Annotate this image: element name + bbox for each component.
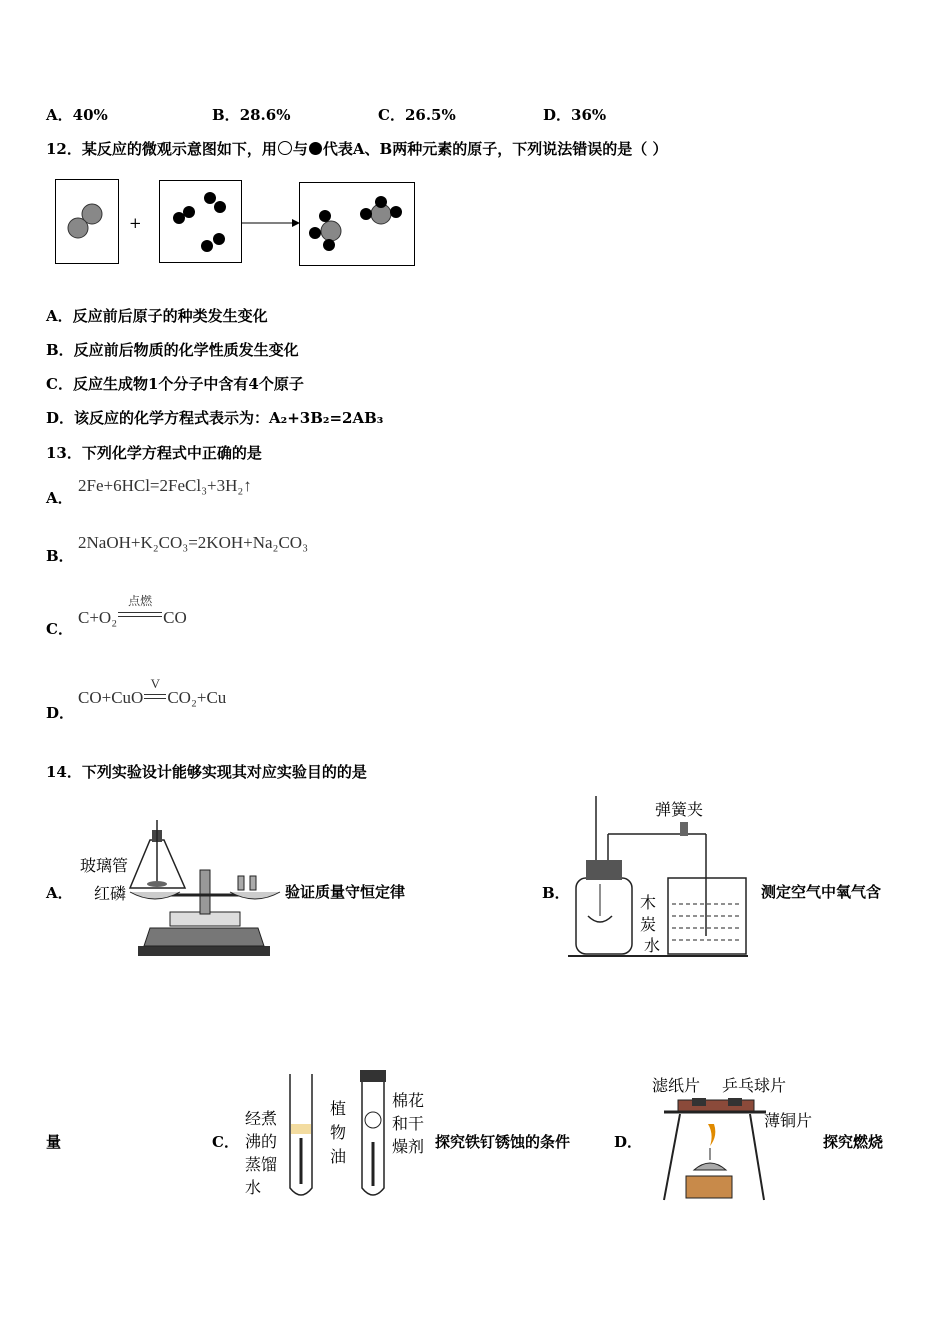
q14-stem: 14．下列实验设计能够实现其对应实验目的的是	[46, 763, 367, 781]
b2-molecules-figure	[159, 180, 243, 264]
label-copper-sheet: 薄铜片	[764, 1111, 813, 1130]
label-boiled-1: 经煮	[245, 1109, 278, 1128]
label-cotton-1: 棉花	[392, 1091, 425, 1110]
filled-circle-icon	[309, 142, 322, 155]
label-cotton-2: 和干	[392, 1114, 425, 1133]
q14-option-c-letter: C．	[212, 1133, 239, 1151]
label-oil-3: 油	[330, 1147, 347, 1166]
label-charcoal-1: 木	[640, 893, 657, 912]
label-oil-1: 植	[330, 1099, 347, 1118]
q14-option-a-purpose: 验证质量守恒定律	[285, 883, 406, 901]
q12-option-a: A．反应前后原子的种类发生变化	[46, 307, 268, 325]
label-charcoal-2: 炭	[640, 915, 657, 934]
q13-option-c-formula: C+O₂ 点燃 CO	[78, 594, 187, 627]
q14-option-a-letter: A．	[46, 884, 73, 902]
q14-option-b-purpose: 测定空气中氧气含	[761, 883, 882, 901]
q14-option-d-letter: D．	[614, 1133, 643, 1151]
q13-option-c-letter: C．	[46, 620, 73, 638]
q14-option-d-purpose: 探究燃烧	[823, 1133, 884, 1151]
q11-option-d: D．36%	[543, 106, 607, 124]
open-circle-icon	[278, 141, 292, 155]
q13-option-a-formula: 2Fe+6HCl=2FeCl₃+3H₂↑	[78, 476, 252, 495]
label-water: 水	[644, 936, 661, 955]
q12-option-b: B．反应前后物质的化学性质发生变化	[46, 341, 299, 359]
label-boiled-3: 蒸馏	[245, 1155, 278, 1174]
q11-option-a: A．40%	[46, 106, 108, 124]
label-boiled-4: 水	[245, 1178, 262, 1197]
label-spring-clip: 弹簧夹	[655, 800, 704, 819]
label-boiled-2: 沸的	[245, 1132, 278, 1151]
q13-option-d-formula: CO+CuO V CO₂+Cu	[78, 676, 227, 707]
label-cotton-3: 燥剂	[392, 1137, 425, 1156]
reaction-arrow	[240, 216, 300, 230]
plus-sign: +	[129, 214, 142, 232]
label-pingpong: 乒乓球片	[722, 1076, 787, 1095]
q12-stem: 12．某反应的微观示意图如下，用 与 代表A、B两种元素的原子，下列说法错误的是（ ）	[46, 140, 668, 158]
q14-option-b-letter: B．	[542, 884, 570, 902]
q12-option-d: D．该反应的化学方程式表示为：A₂+3B₂=2AB₃	[46, 409, 384, 427]
q13-option-b-formula: 2NaOH+K₂CO₃=2KOH+Na₂CO₃	[78, 533, 309, 552]
label-oil-2: 物	[330, 1123, 347, 1142]
q11-option-b: B．28.6%	[212, 106, 291, 124]
q13-option-d-letter: D．	[46, 704, 75, 722]
label-filter-paper: 滤纸片	[652, 1076, 701, 1095]
q14-option-b-purpose-cont: 量	[46, 1133, 62, 1151]
q14-option-c-purpose: 探究铁钉锈蚀的条件	[435, 1133, 571, 1151]
combustion-tripod-figure	[658, 1092, 768, 1204]
label-glass-tube: 玻璃管	[80, 856, 129, 875]
q13-stem: 13．下列化学方程式中正确的是	[46, 444, 262, 462]
a2-molecule-figure	[55, 179, 119, 264]
q13-option-a-letter: A．	[46, 489, 73, 507]
q11-option-c: C．26.5%	[378, 106, 456, 124]
balance-apparatus-figure	[130, 820, 275, 960]
label-red-phosphorus: 红磷	[94, 884, 127, 903]
ab3-molecules-figure	[299, 182, 417, 268]
q12-option-c: C．反应生成物1个分子中含有4个原子	[46, 375, 304, 393]
q13-option-b-letter: B．	[46, 547, 74, 565]
